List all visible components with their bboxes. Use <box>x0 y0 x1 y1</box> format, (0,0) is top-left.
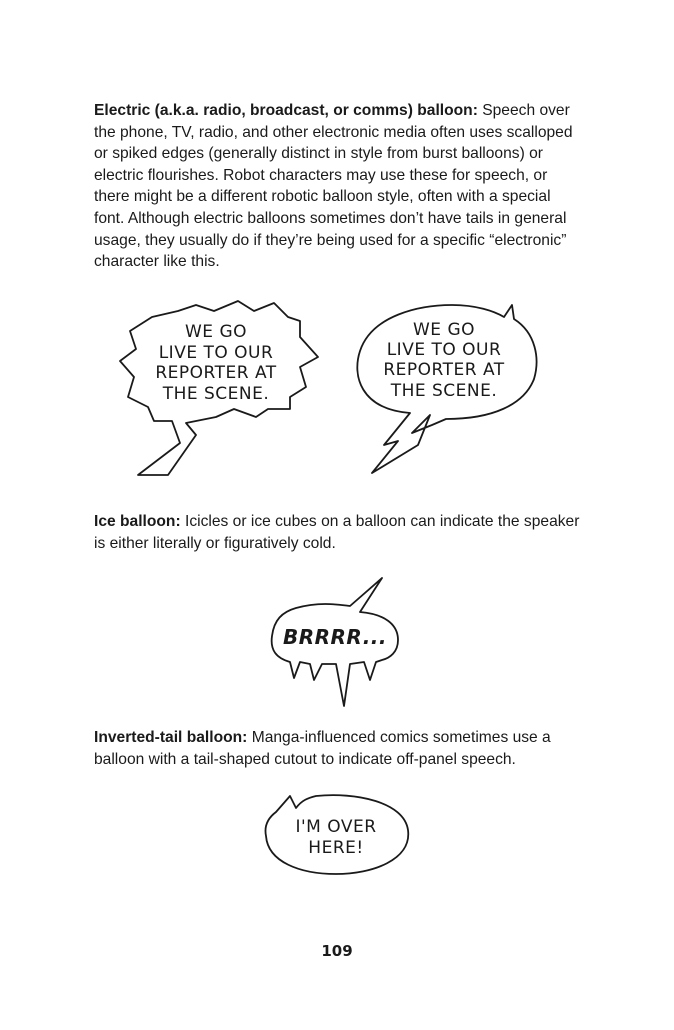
ice-balloon-paragraph <box>94 511 584 554</box>
inverted-balloon-figure <box>0 790 674 880</box>
ice-balloon-description: Icicles or ice cubes on a balloon can indicate the speaker is either literally or figuratively cold. <box>94 513 580 552</box>
flourish-line-1: WE GO <box>412 320 476 340</box>
flourish-line-4: THE SCENE. <box>390 381 498 401</box>
flourish-line-2: LIVE TO OUR <box>386 340 502 360</box>
ice-balloon-figure <box>0 570 674 710</box>
electric-balloon-paragraph <box>94 100 584 273</box>
spiked-line-2: LIVE TO OUR <box>158 343 274 363</box>
inverted-balloon-description: Manga-influenced comics sometimes use a balloon with a tail-shaped cutout to indicate off-panel speech. <box>94 729 551 768</box>
electric-balloon-term: Electric (a.k.a. radio, broadcast, or comms) balloon: <box>94 102 478 119</box>
electric-balloons-figure <box>0 295 674 485</box>
flourish-line-3: REPORTER AT <box>383 360 505 380</box>
inverted-line-2: HERE! <box>308 838 364 858</box>
spiked-line-1: WE GO <box>184 322 248 342</box>
spiked-line-3: REPORTER AT <box>155 363 277 383</box>
ice-balloon-term: Ice balloon: <box>94 513 181 530</box>
electric-balloon-description: Speech over the phone, TV, radio, and other electronic media often uses scalloped or spiked edges (generally distinct in style from burst balloons) or electric flourishes. Robot characters may use these for speech, or there might be a different robotic balloon style, often with a special font. Although electric balloons sometimes don’t have tails in general usage, they usually do if they’re being used for a specific “electronic” character like this. <box>94 102 573 271</box>
inverted-balloon-paragraph <box>94 727 584 770</box>
spiked-line-4: THE SCENE. <box>162 384 270 404</box>
inverted-line-1: I'M OVER <box>295 817 377 837</box>
page-number: 109 <box>321 942 353 960</box>
ice-balloon-text: BRRRR... <box>282 625 388 649</box>
inverted-balloon-term: Inverted-tail balloon: <box>94 729 248 746</box>
